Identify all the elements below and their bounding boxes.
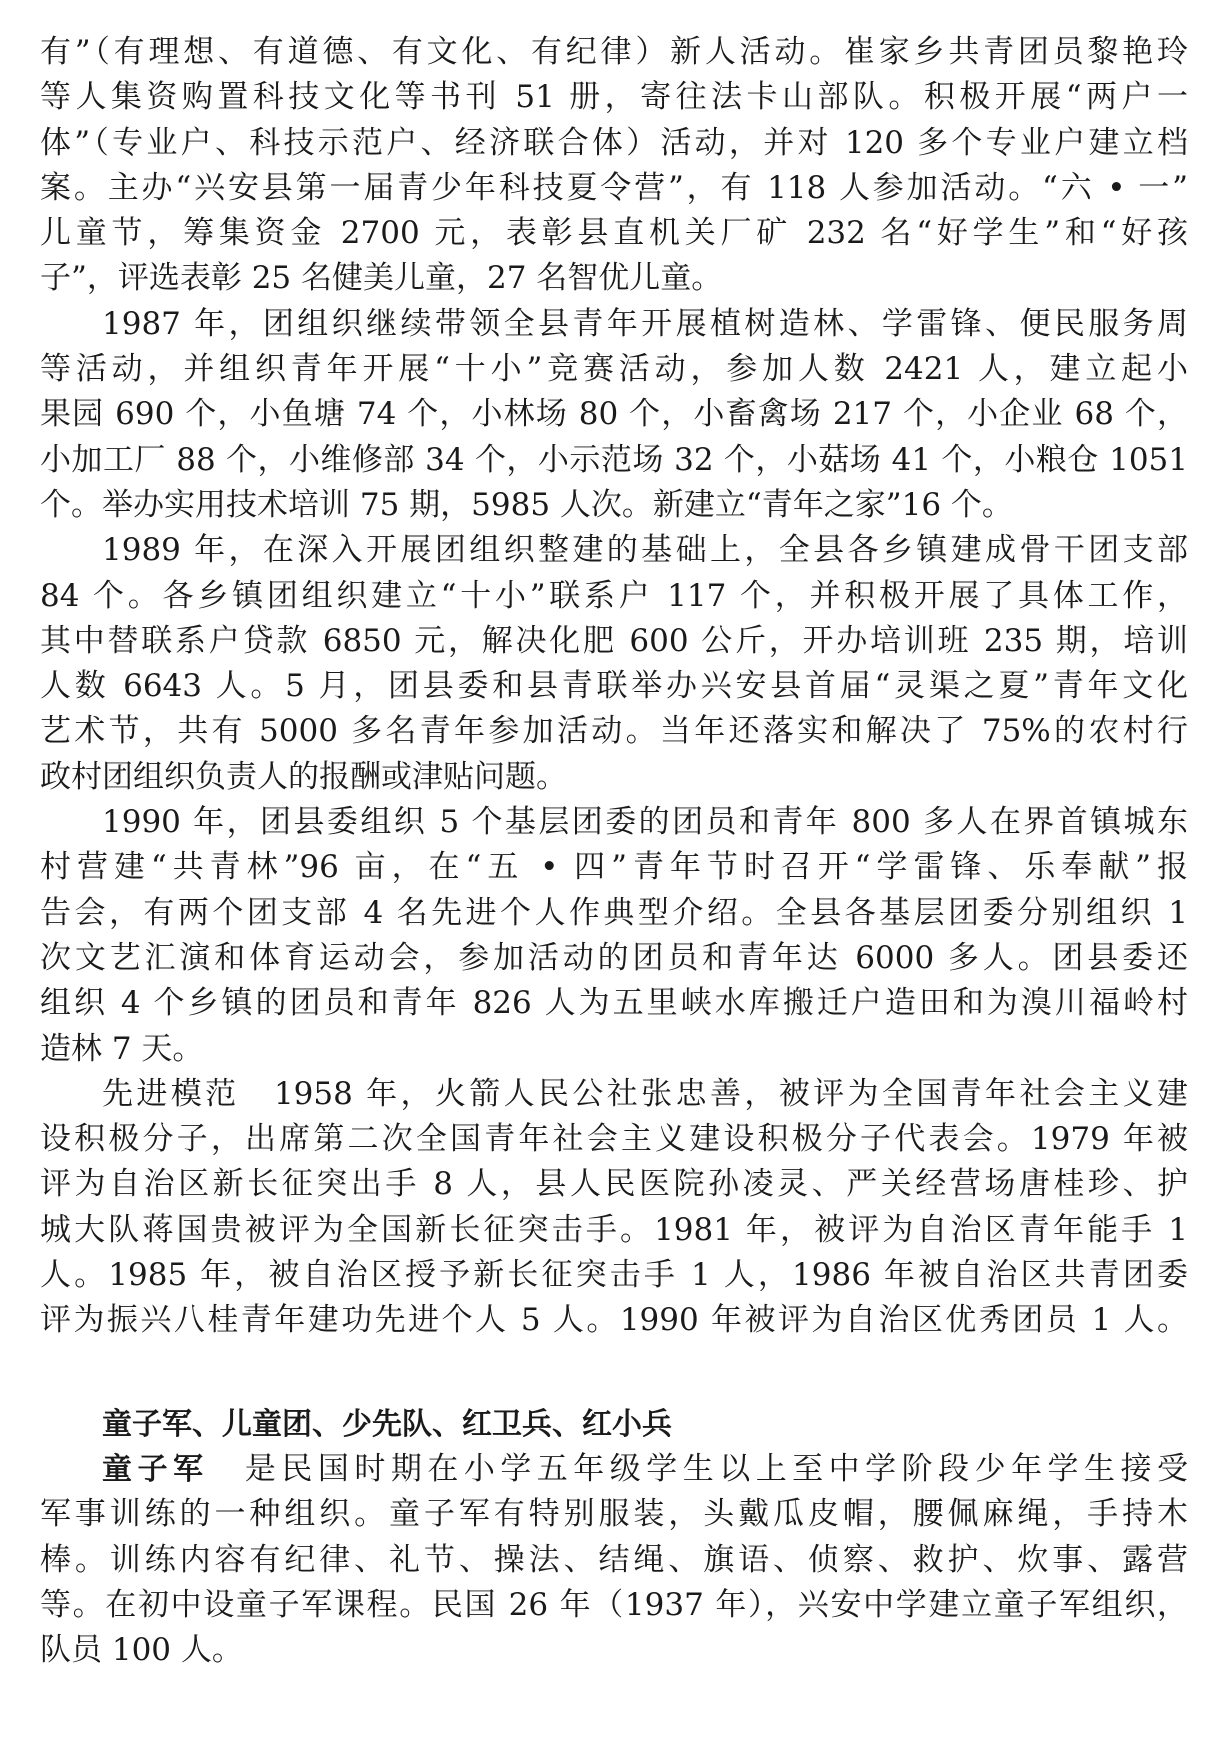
text-line: 小加工厂 88 个，小维修部 34 个，小示范场 32 个，小菇场 41 个，小粮仓 1051 xyxy=(40,441,1188,478)
text-line: 有”（有理想、有道德、有文化、有纪律）新人活动。崔家乡共青团员黎艳玲 xyxy=(40,34,1188,70)
text-line: 评为振兴八桂青年建功先进个人 5 人。1990 年被评为自治区优秀团员 1 人。 xyxy=(40,1302,1188,1339)
section-spacer xyxy=(40,1344,1188,1402)
text-line: 84 个。各乡镇团组织建立“十小”联系户 117 个，并积极开展了具体工作， xyxy=(40,577,1188,614)
text-line: 次文艺汇演和体育运动会，参加活动的团员和青年达 6000 多人。团县委还 xyxy=(40,939,1188,976)
text-line: 等人集资购置科技文化等书刊 51 册，寄往法卡山部队。积极开展“两户一 xyxy=(40,79,1188,116)
text-fragment: 是民国时期在小学五年级学生以上至中学阶段少年学生接受 xyxy=(208,1450,1188,1487)
text-line: 城大队蒋国贵被评为全国新长征突击手。1981 年，被评为自治区青年能手 1 xyxy=(40,1211,1188,1248)
text-line: 1989 年，在深入开展团组织整建的基础上，全县各乡镇建成骨干团支部 xyxy=(102,532,1188,569)
text-line: 告会，有两个团支部 4 名先进个人作典型介绍。全县各基层团委分别组织 1 xyxy=(40,894,1188,931)
paragraph-advanced-models xyxy=(40,1072,1188,1344)
text-line: 人。1985 年，被自治区授予新长征突击手 1 人，1986 年被自治区共青团委 xyxy=(40,1257,1188,1294)
text-line: 组织 4 个乡镇的团员和青年 826 人为五里峡水库搬迁户造田和为溴川福岭村 xyxy=(40,985,1188,1022)
text-line: 艺术节，共有 5000 多名青年参加活动。当年还落实和解决了 75%的农村行 xyxy=(40,713,1188,750)
text-line: 1987 年，团组织继续带领全县青年开展植树造林、学雷锋、便民服务周 xyxy=(102,305,1188,342)
section-heading: 童子军、儿童团、少先队、红卫兵、红小兵 xyxy=(102,1406,672,1442)
text-line: 等。在初中设童子军课程。民国 26 年（1937 年），兴安中学建立童子军组织， xyxy=(40,1586,1188,1623)
text-line xyxy=(40,1447,1188,1492)
text-line: 体”（专业户、科技示范户、经济联合体）活动，并对 120 多个专业户建立档 xyxy=(40,124,1188,161)
text-line: 政村团组织负责人的报酬或津贴问题。 xyxy=(40,758,567,795)
text-line: 设积极分子，出席第二次全国青年社会主义建设积极分子代表会。1979 年被 xyxy=(40,1121,1188,1158)
text-line: 村营建“共青林”96 亩，在“五 • 四”青年节时召开“学雷锋、乐奉献”报 xyxy=(40,849,1188,886)
text-line: 其中替联系户贷款 6850 元，解决化肥 600 公斤，开办培训班 235 期，培训 xyxy=(40,622,1188,659)
text-line: 先进模范 1958 年，火箭人民公社张忠善，被评为全国青年社会主义建 xyxy=(102,1075,1188,1112)
paragraph-youth-activities-continued xyxy=(40,30,1188,302)
text-line: 案。主办“兴安县第一届青少年科技夏令营”，有 118 人参加活动。“六 • 一” xyxy=(40,169,1188,206)
paragraph-1987 xyxy=(40,302,1188,528)
text-line: 个。举办实用技术培训 75 期，5985 人次。新建立“青年之家”16 个。 xyxy=(40,486,1013,523)
text-line: 棒。训练内容有纪律、礼节、操法、结绳、旗语、侦察、救护、炊事、露营 xyxy=(40,1541,1188,1578)
paragraph-lead-term: 童子军 xyxy=(102,1451,209,1487)
text-line: 子”，评选表彰 25 名健美儿童，27 名智优儿童。 xyxy=(40,260,723,297)
text-line: 队员 100 人。 xyxy=(40,1632,243,1669)
text-line: 1990 年，团县委组织 5 个基层团委的团员和青年 800 多人在界首镇城东 xyxy=(102,804,1188,841)
text-line: 果园 690 个，小鱼塘 74 个，小林场 80 个，小畜禽场 217 个，小企业 68 个， xyxy=(40,396,1188,433)
paragraph-1990 xyxy=(40,800,1188,1072)
text-line: 军事训练的一种组织。童子军有特别服装，头戴瓜皮帽，腰佩麻绳，手持木 xyxy=(40,1496,1188,1533)
document-page xyxy=(40,30,1188,1673)
text-line: 人数 6643 人。5 月，团县委和县青联举办兴安县首届“灵渠之夏”青年文化 xyxy=(40,668,1188,705)
text-line: 儿童节，筹集资金 2700 元，表彰县直机关厂矿 232 名“好学生”和“好孩 xyxy=(40,215,1188,252)
text-line: 评为自治区新长征突出手 8 人，县人民医院孙凌灵、严关经营场唐桂珍、护 xyxy=(40,1166,1188,1203)
text-line: 等活动，并组织青年开展“十小”竞赛活动，参加人数 2421 人，建立起小 xyxy=(40,351,1188,388)
paragraph-scouts xyxy=(40,1447,1188,1673)
paragraph-1989 xyxy=(40,528,1188,800)
text-line: 造林 7 天。 xyxy=(40,1030,204,1067)
